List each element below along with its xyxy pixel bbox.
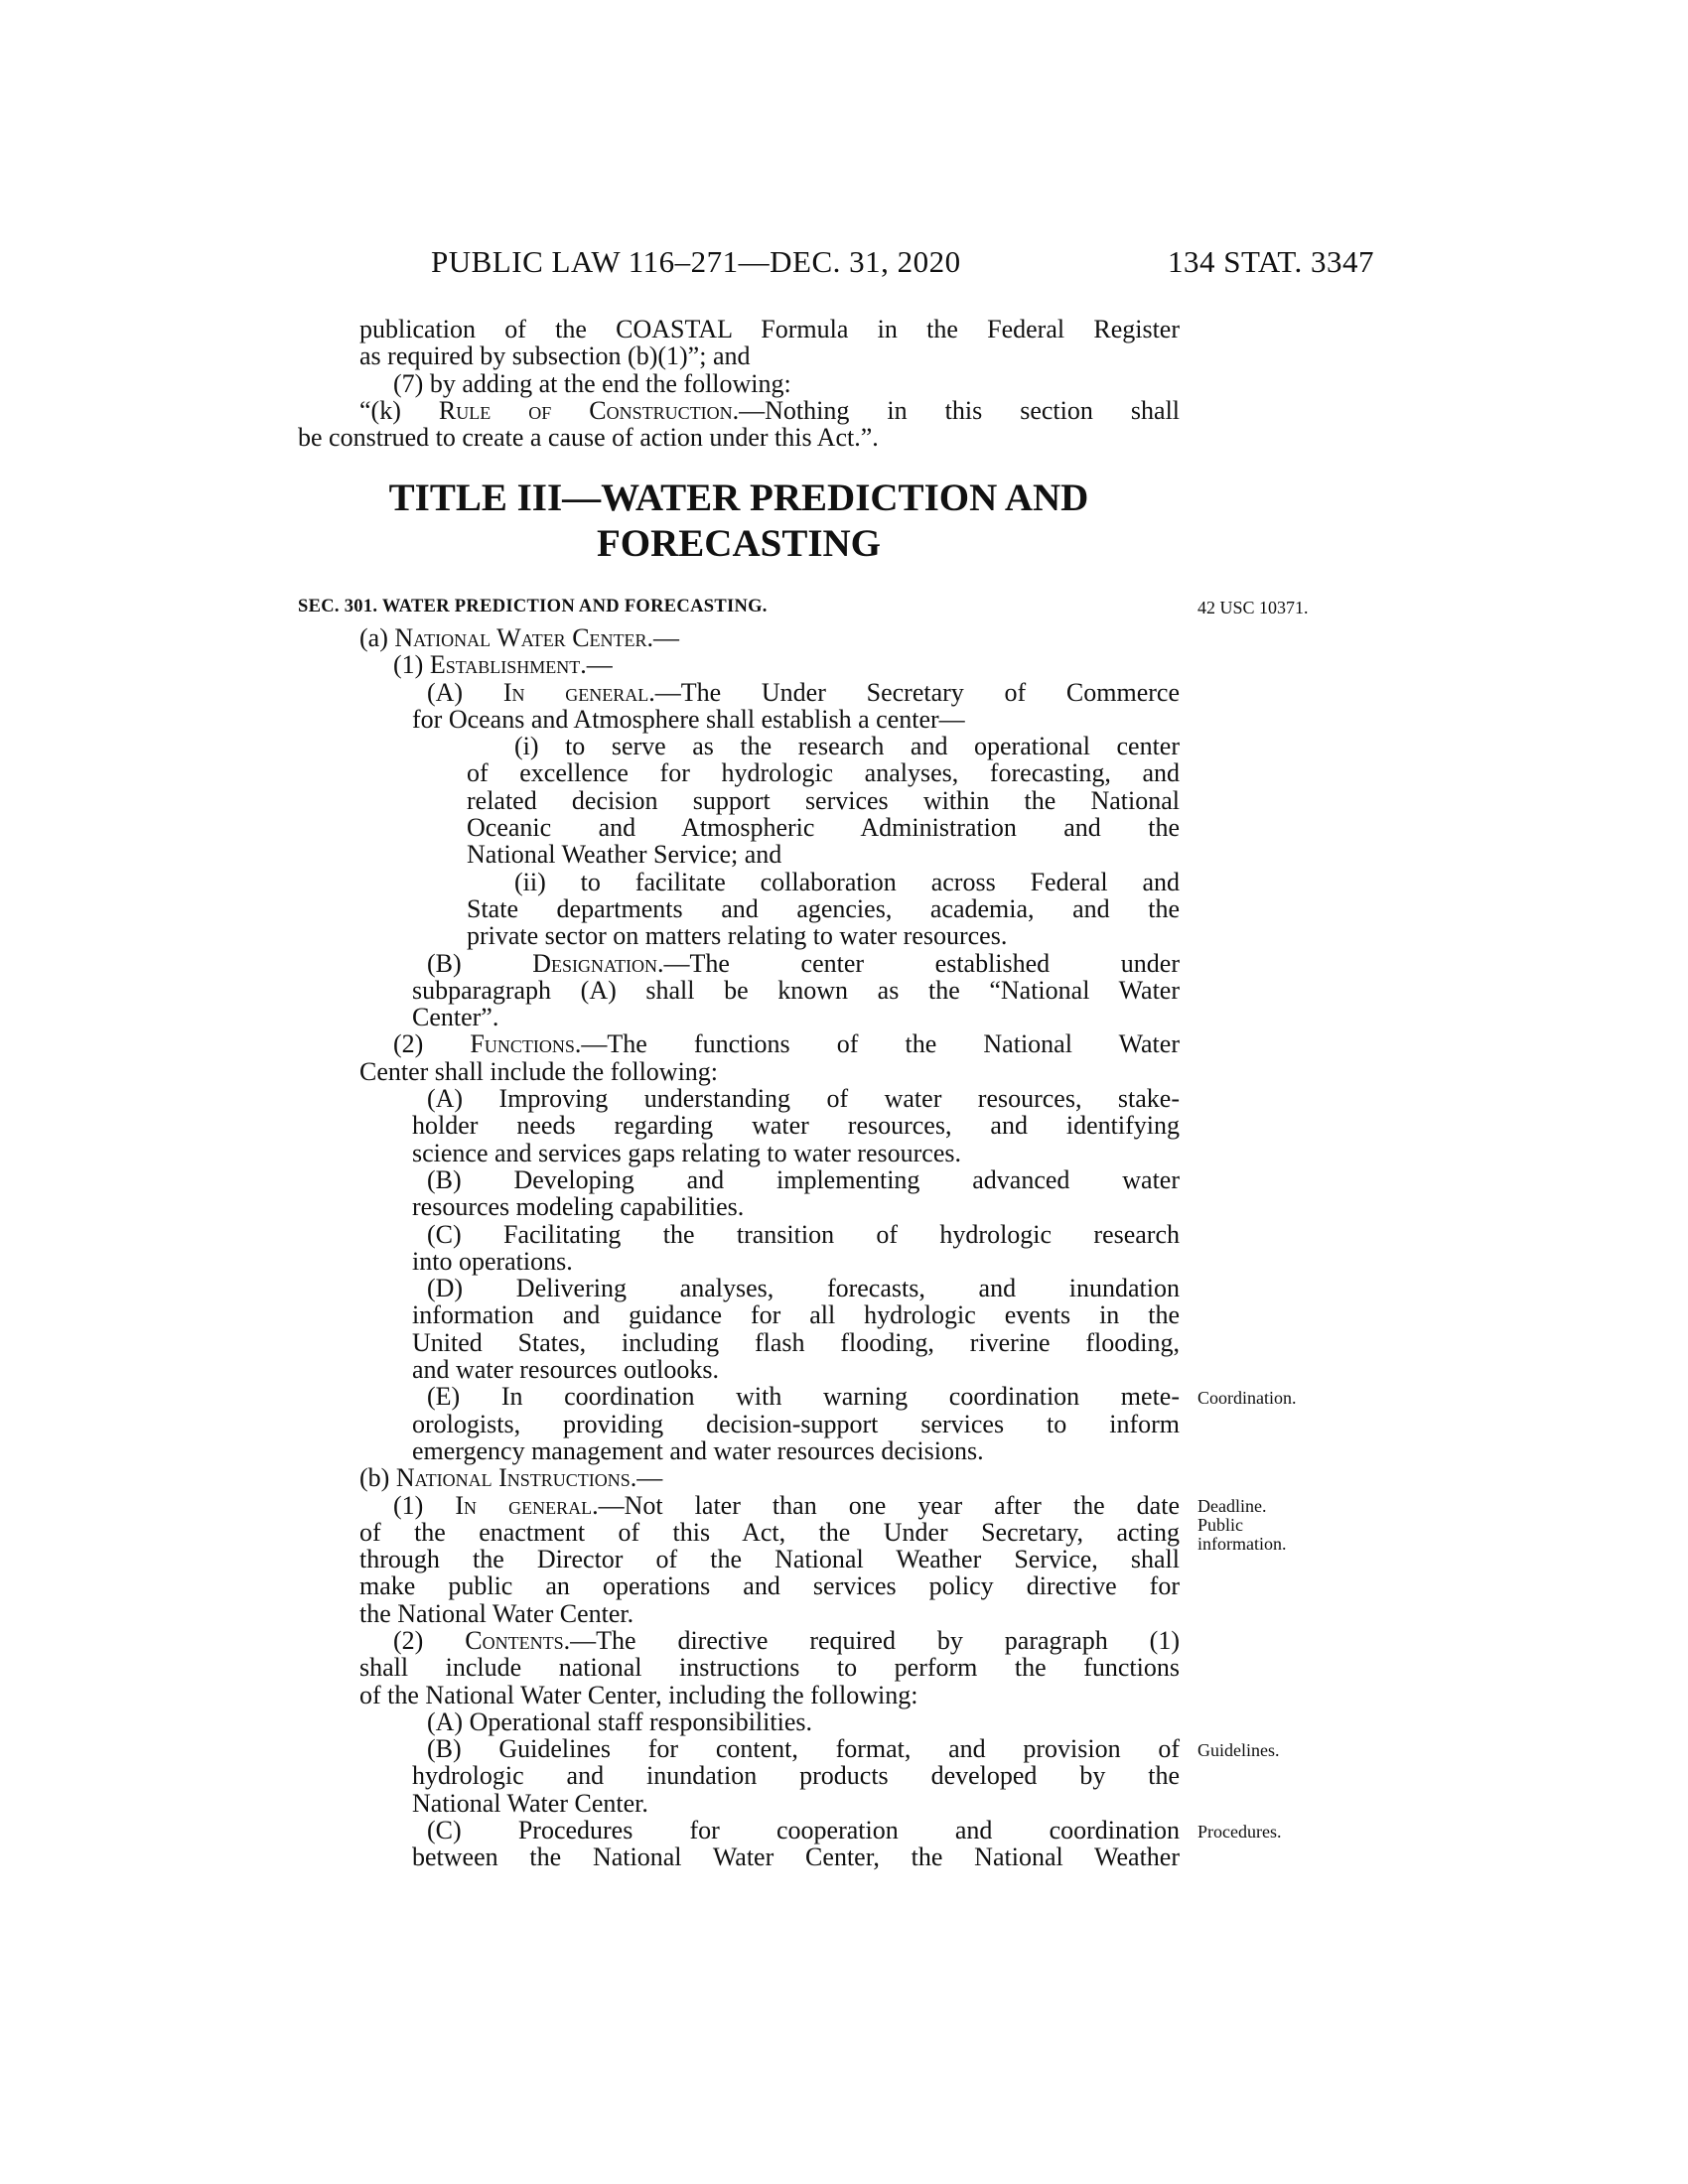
body-line: Oceanic and Atmospheric Administration and the bbox=[467, 813, 1180, 843]
body-line: (B) Developing and implementing advanced water bbox=[427, 1164, 1180, 1194]
body-line bbox=[298, 1627, 1180, 1654]
running-head bbox=[431, 244, 1374, 284]
title-line-1: TITLE III—WATER PREDICTION AND bbox=[388, 477, 1089, 519]
margin-note-coordination: Coordination. bbox=[1197, 1388, 1297, 1408]
body-line: make public an operations and services policy directive for bbox=[359, 1571, 1180, 1601]
body-line-part: “(k) bbox=[359, 395, 439, 425]
body-line-part: (2) bbox=[393, 1625, 466, 1655]
body-line-heading: National Water Center bbox=[394, 623, 647, 652]
body-line: through the Director of the National Weather Service, shall bbox=[359, 1545, 1180, 1574]
body-line-part: (b) bbox=[359, 1463, 396, 1493]
body-line-heading: Contents bbox=[465, 1625, 564, 1655]
body-line-part: (A) bbox=[427, 677, 503, 707]
body-line: (ii) to facilitate collaboration across Federal and bbox=[514, 867, 1180, 896]
body-line-part: .—The functions of the National Water bbox=[574, 1029, 1180, 1059]
running-head-title: PUBLIC LAW 116–271—DEC. 31, 2020 bbox=[431, 244, 961, 279]
body-line bbox=[298, 624, 1180, 651]
margin-note-public: Public bbox=[1197, 1515, 1244, 1535]
body-line bbox=[298, 651, 1180, 678]
body-line-part: (1) bbox=[393, 1490, 456, 1520]
body-line: (B) Guidelines for content, format, and provision of bbox=[427, 1734, 1180, 1764]
body-line: science and services gaps relating to water resources. bbox=[412, 1138, 961, 1167]
body-line-heading: Functions bbox=[470, 1029, 575, 1059]
body-line-heading: Rule of Construction bbox=[438, 395, 733, 425]
body-line: shall include national instructions to perform the functions bbox=[359, 1653, 1180, 1683]
body-line-part: .—Nothing in this section shall bbox=[732, 395, 1181, 425]
running-head-stat: 134 STAT. 3347 bbox=[1167, 244, 1374, 279]
body-line: related decision support services within the National bbox=[467, 785, 1180, 815]
margin-note-procedures: Procedures. bbox=[1197, 1822, 1282, 1842]
margin-note-deadline-text: Deadline. bbox=[1197, 1496, 1267, 1516]
body-line-part: (2) bbox=[393, 1029, 471, 1059]
body-line: private sector on matters relating to water resources. bbox=[467, 921, 1008, 951]
section-heading: SEC. 301. WATER PREDICTION AND FORECASTING. bbox=[298, 597, 768, 616]
title-line-2: FORECASTING bbox=[596, 522, 882, 565]
body-line bbox=[298, 1030, 1180, 1057]
section-body bbox=[298, 624, 1180, 1871]
body-line: as required by subsection (b)(1)”; and bbox=[359, 341, 751, 371]
body-line-heading: In general bbox=[455, 1490, 593, 1520]
body-line: Center”. bbox=[412, 1003, 499, 1032]
body-line: United States, including flash flooding, riverine flooding, bbox=[412, 1327, 1180, 1357]
body-line bbox=[298, 397, 1180, 424]
body-line: between the National Water Center, the National Weather bbox=[412, 1843, 1180, 1872]
body-line-part: (a) bbox=[359, 623, 395, 652]
body-line: and water resources outlooks. bbox=[412, 1355, 720, 1385]
body-line-part: .—The directive required by paragraph (1) bbox=[563, 1625, 1180, 1655]
body-line: (E) In coordination with warning coordination mete- bbox=[427, 1382, 1180, 1412]
body-line: holder needs regarding water resources, and identifying bbox=[412, 1111, 1180, 1141]
body-line-heading: Designation bbox=[532, 948, 658, 978]
body-line bbox=[298, 1492, 1180, 1519]
body-line-heading: Establishment bbox=[429, 650, 581, 680]
body-line bbox=[298, 1464, 1180, 1491]
body-line bbox=[298, 950, 1180, 977]
body-line: National Water Center. bbox=[412, 1788, 648, 1818]
body-line: for Oceans and Atmosphere shall establish a center— bbox=[412, 704, 965, 734]
body-line: (C) Procedures for cooperation and coordination bbox=[427, 1816, 1180, 1845]
body-line: orologists, providing decision-support services to inform bbox=[412, 1409, 1180, 1438]
margin-note-usc: 42 USC 10371. bbox=[1197, 598, 1309, 617]
body-line-part: .— bbox=[646, 623, 680, 652]
body-line: (A) Operational staff responsibilities. bbox=[427, 1706, 812, 1736]
body-line: National Weather Service; and bbox=[467, 840, 782, 870]
body-line: Center shall include the following: bbox=[359, 1056, 719, 1086]
body-line: (i) to serve as the research and operational center bbox=[514, 732, 1180, 761]
body-line: of the National Water Center, including the following: bbox=[359, 1680, 918, 1709]
body-line: of the enactment of this Act, the Under Secretary, acting bbox=[359, 1517, 1180, 1547]
body-line-part: .—The Under Secretary of Commerce bbox=[648, 677, 1180, 707]
body-line: resources modeling capabilities. bbox=[412, 1192, 745, 1222]
body-line: be construed to create a cause of action under this Act.”. bbox=[298, 423, 879, 453]
body-line-heading: In general bbox=[502, 677, 649, 707]
margin-note-guidelines: Guidelines. bbox=[1197, 1740, 1280, 1760]
body-line: emergency management and water resources decisions. bbox=[412, 1435, 984, 1465]
body-line: State departments and agencies, academia, and the bbox=[467, 893, 1180, 923]
body-line bbox=[298, 679, 1180, 706]
body-line-part: (B) bbox=[427, 948, 533, 978]
title-heading bbox=[298, 476, 1180, 567]
body-line-heading: National Instructions bbox=[395, 1463, 631, 1493]
top-paragraph bbox=[298, 316, 1180, 451]
body-line-part: .— bbox=[580, 650, 613, 680]
body-line: publication of the COASTAL Formula in the Federal Register bbox=[359, 315, 1180, 343]
body-line-part: .—Not later than one year after the date bbox=[592, 1490, 1180, 1520]
body-line: information and guidance for all hydrologic events in the bbox=[412, 1300, 1180, 1330]
margin-note-information: information. bbox=[1197, 1534, 1287, 1554]
body-line: (C) Facilitating the transition of hydrologic research bbox=[427, 1219, 1180, 1249]
body-line: (D) Delivering analyses, forecasts, and inundation bbox=[427, 1274, 1180, 1303]
body-line: subparagraph (A) shall be known as the “National Water bbox=[412, 975, 1180, 1005]
body-line-part: .—The center established under bbox=[657, 948, 1180, 978]
body-line-part: (1) bbox=[393, 650, 430, 680]
body-line: the National Water Center. bbox=[359, 1598, 634, 1628]
body-line-part: .— bbox=[630, 1463, 663, 1493]
body-line: hydrologic and inundation products developed by the bbox=[412, 1761, 1180, 1791]
body-line: (7) by adding at the end the following: bbox=[393, 368, 791, 398]
body-line: (A) Improving understanding of water resources, stake- bbox=[427, 1084, 1180, 1114]
margin-note-deadline bbox=[1197, 1497, 1286, 1554]
body-line: into operations. bbox=[412, 1246, 573, 1276]
body-line: of excellence for hydrologic analyses, forecasting, and bbox=[467, 758, 1180, 788]
